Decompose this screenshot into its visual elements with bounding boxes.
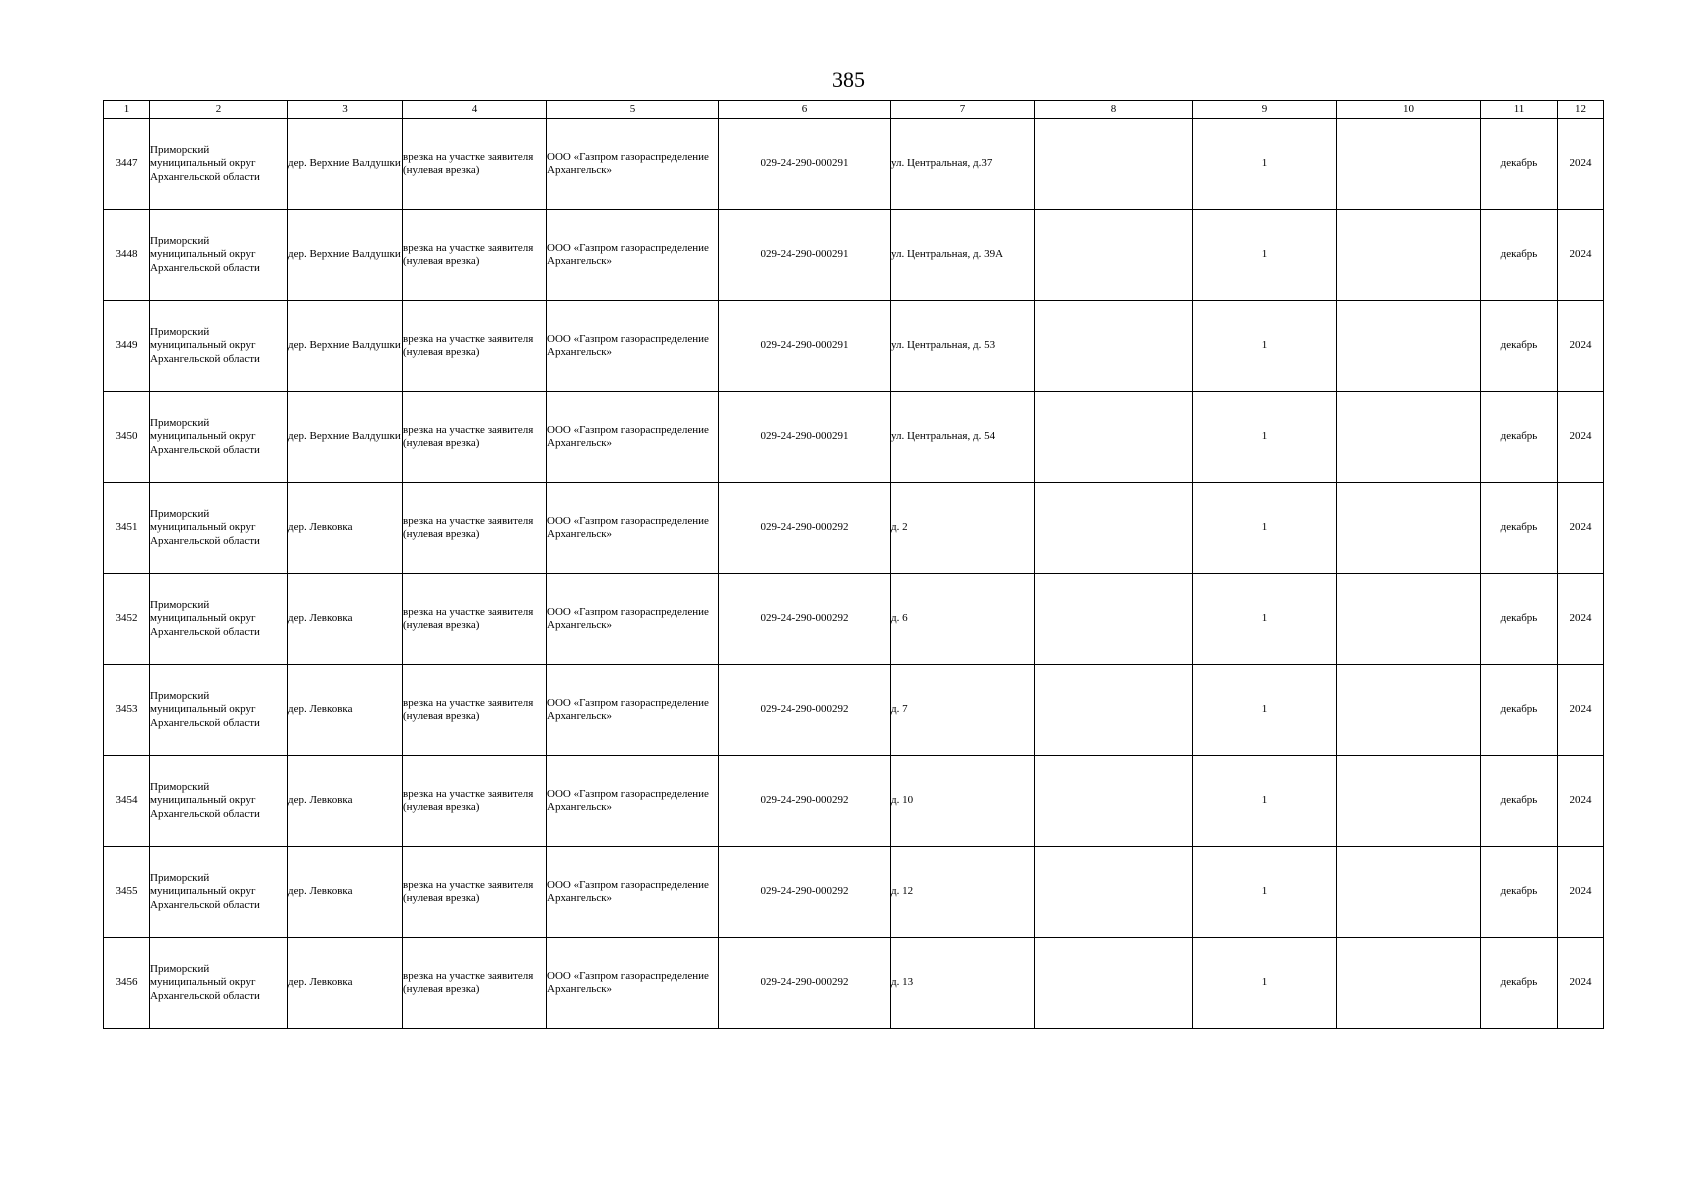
- row-number: 3456: [104, 938, 150, 1029]
- column-header: 12: [1558, 101, 1604, 119]
- address-cell: ул. Центральная, д. 39А: [891, 210, 1035, 301]
- column-header: 2: [150, 101, 288, 119]
- locality-cell: дер. Левковка: [288, 938, 403, 1029]
- year-cell: 2024: [1558, 756, 1604, 847]
- locality-cell: дер. Верхние Валдушки: [288, 392, 403, 483]
- quantity-cell: 1: [1193, 210, 1337, 301]
- object-code-cell: 029-24-290-000291: [719, 301, 891, 392]
- address-cell: д. 10: [891, 756, 1035, 847]
- table-row: [104, 665, 1604, 756]
- table-row: [104, 483, 1604, 574]
- month-cell: декабрь: [1481, 210, 1558, 301]
- object-code-cell: 029-24-290-000292: [719, 847, 891, 938]
- quantity-cell: 1: [1193, 938, 1337, 1029]
- column-10-cell: [1337, 665, 1481, 756]
- row-number: 3454: [104, 756, 150, 847]
- month-cell: декабрь: [1481, 665, 1558, 756]
- row-number: 3451: [104, 483, 150, 574]
- quantity-cell: 1: [1193, 483, 1337, 574]
- column-header: 11: [1481, 101, 1558, 119]
- column-header: 3: [288, 101, 403, 119]
- column-10-cell: [1337, 938, 1481, 1029]
- locality-cell: дер. Верхние Валдушки: [288, 119, 403, 210]
- column-header: 1: [104, 101, 150, 119]
- column-8-cell: [1035, 756, 1193, 847]
- object-code-cell: 029-24-290-000292: [719, 938, 891, 1029]
- connection-method-cell: врезка на участке заявителя (нулевая врезка): [403, 665, 547, 756]
- object-code-cell: 029-24-290-000292: [719, 574, 891, 665]
- table-row: [104, 210, 1604, 301]
- year-cell: 2024: [1558, 483, 1604, 574]
- row-number: 3455: [104, 847, 150, 938]
- object-code-cell: 029-24-290-000292: [719, 665, 891, 756]
- row-number: 3447: [104, 119, 150, 210]
- locality-cell: дер. Левковка: [288, 665, 403, 756]
- connection-method-cell: врезка на участке заявителя (нулевая врезка): [403, 301, 547, 392]
- locality-cell: дер. Левковка: [288, 847, 403, 938]
- organization-cell: ООО «Газпром газораспределение Архангельск»: [547, 756, 719, 847]
- locality-cell: дер. Верхние Валдушки: [288, 210, 403, 301]
- month-cell: декабрь: [1481, 301, 1558, 392]
- month-cell: декабрь: [1481, 756, 1558, 847]
- municipality-cell: Приморский муниципальный округ Архангельской области: [150, 210, 288, 301]
- column-header: 7: [891, 101, 1035, 119]
- row-number: 3450: [104, 392, 150, 483]
- column-10-cell: [1337, 847, 1481, 938]
- table-row: [104, 392, 1604, 483]
- municipality-cell: Приморский муниципальный округ Архангельской области: [150, 301, 288, 392]
- object-code-cell: 029-24-290-000292: [719, 483, 891, 574]
- municipality-cell: Приморский муниципальный округ Архангельской области: [150, 392, 288, 483]
- municipality-cell: Приморский муниципальный округ Архангельской области: [150, 665, 288, 756]
- organization-cell: ООО «Газпром газораспределение Архангельск»: [547, 483, 719, 574]
- column-header: 8: [1035, 101, 1193, 119]
- locality-cell: дер. Левковка: [288, 756, 403, 847]
- year-cell: 2024: [1558, 119, 1604, 210]
- address-cell: ул. Центральная, д. 54: [891, 392, 1035, 483]
- row-number: 3448: [104, 210, 150, 301]
- table-row: [104, 938, 1604, 1029]
- address-cell: д. 13: [891, 938, 1035, 1029]
- municipality-cell: Приморский муниципальный округ Архангельской области: [150, 574, 288, 665]
- row-number: 3452: [104, 574, 150, 665]
- month-cell: декабрь: [1481, 392, 1558, 483]
- column-10-cell: [1337, 119, 1481, 210]
- table-row: [104, 847, 1604, 938]
- object-code-cell: 029-24-290-000292: [719, 756, 891, 847]
- column-header: 6: [719, 101, 891, 119]
- municipality-cell: Приморский муниципальный округ Архангельской области: [150, 483, 288, 574]
- connection-method-cell: врезка на участке заявителя (нулевая врезка): [403, 392, 547, 483]
- object-code-cell: 029-24-290-000291: [719, 210, 891, 301]
- row-number: 3449: [104, 301, 150, 392]
- connection-method-cell: врезка на участке заявителя (нулевая врезка): [403, 483, 547, 574]
- connection-method-cell: врезка на участке заявителя (нулевая врезка): [403, 938, 547, 1029]
- column-10-cell: [1337, 392, 1481, 483]
- column-8-cell: [1035, 665, 1193, 756]
- column-10-cell: [1337, 301, 1481, 392]
- quantity-cell: 1: [1193, 301, 1337, 392]
- column-10-cell: [1337, 756, 1481, 847]
- row-number: 3453: [104, 665, 150, 756]
- column-8-cell: [1035, 847, 1193, 938]
- column-header: 9: [1193, 101, 1337, 119]
- table-row: [104, 756, 1604, 847]
- quantity-cell: 1: [1193, 665, 1337, 756]
- municipality-cell: Приморский муниципальный округ Архангельской области: [150, 119, 288, 210]
- year-cell: 2024: [1558, 938, 1604, 1029]
- locality-cell: дер. Верхние Валдушки: [288, 301, 403, 392]
- month-cell: декабрь: [1481, 938, 1558, 1029]
- quantity-cell: 1: [1193, 847, 1337, 938]
- municipality-cell: Приморский муниципальный округ Архангельской области: [150, 756, 288, 847]
- connection-method-cell: врезка на участке заявителя (нулевая врезка): [403, 756, 547, 847]
- address-cell: д. 12: [891, 847, 1035, 938]
- municipality-cell: Приморский муниципальный округ Архангельской области: [150, 938, 288, 1029]
- page-number: 385: [832, 67, 865, 92]
- column-header: 5: [547, 101, 719, 119]
- month-cell: декабрь: [1481, 847, 1558, 938]
- connection-method-cell: врезка на участке заявителя (нулевая врезка): [403, 574, 547, 665]
- address-cell: д. 7: [891, 665, 1035, 756]
- register-table: [103, 100, 1604, 1029]
- organization-cell: ООО «Газпром газораспределение Архангельск»: [547, 938, 719, 1029]
- month-cell: декабрь: [1481, 119, 1558, 210]
- header-row: [104, 101, 1604, 119]
- quantity-cell: 1: [1193, 392, 1337, 483]
- column-header: 4: [403, 101, 547, 119]
- column-10-cell: [1337, 483, 1481, 574]
- organization-cell: ООО «Газпром газораспределение Архангельск»: [547, 847, 719, 938]
- column-8-cell: [1035, 483, 1193, 574]
- quantity-cell: 1: [1193, 119, 1337, 210]
- object-code-cell: 029-24-290-000291: [719, 392, 891, 483]
- column-8-cell: [1035, 574, 1193, 665]
- year-cell: 2024: [1558, 574, 1604, 665]
- address-cell: ул. Центральная, д.37: [891, 119, 1035, 210]
- address-cell: д. 2: [891, 483, 1035, 574]
- year-cell: 2024: [1558, 210, 1604, 301]
- year-cell: 2024: [1558, 847, 1604, 938]
- column-8-cell: [1035, 938, 1193, 1029]
- quantity-cell: 1: [1193, 574, 1337, 665]
- column-10-cell: [1337, 574, 1481, 665]
- organization-cell: ООО «Газпром газораспределение Архангельск»: [547, 392, 719, 483]
- organization-cell: ООО «Газпром газораспределение Архангельск»: [547, 301, 719, 392]
- locality-cell: дер. Левковка: [288, 483, 403, 574]
- table-row: [104, 119, 1604, 210]
- connection-method-cell: врезка на участке заявителя (нулевая врезка): [403, 210, 547, 301]
- object-code-cell: 029-24-290-000291: [719, 119, 891, 210]
- column-10-cell: [1337, 210, 1481, 301]
- connection-method-cell: врезка на участке заявителя (нулевая врезка): [403, 847, 547, 938]
- table-row: [104, 301, 1604, 392]
- year-cell: 2024: [1558, 665, 1604, 756]
- address-cell: ул. Центральная, д. 53: [891, 301, 1035, 392]
- year-cell: 2024: [1558, 392, 1604, 483]
- organization-cell: ООО «Газпром газораспределение Архангельск»: [547, 119, 719, 210]
- column-8-cell: [1035, 119, 1193, 210]
- organization-cell: ООО «Газпром газораспределение Архангельск»: [547, 574, 719, 665]
- column-8-cell: [1035, 392, 1193, 483]
- table-row: [104, 574, 1604, 665]
- municipality-cell: Приморский муниципальный округ Архангельской области: [150, 847, 288, 938]
- organization-cell: ООО «Газпром газораспределение Архангельск»: [547, 665, 719, 756]
- column-8-cell: [1035, 301, 1193, 392]
- column-header: 10: [1337, 101, 1481, 119]
- connection-method-cell: врезка на участке заявителя (нулевая врезка): [403, 119, 547, 210]
- column-8-cell: [1035, 210, 1193, 301]
- quantity-cell: 1: [1193, 756, 1337, 847]
- year-cell: 2024: [1558, 301, 1604, 392]
- locality-cell: дер. Левковка: [288, 574, 403, 665]
- month-cell: декабрь: [1481, 574, 1558, 665]
- month-cell: декабрь: [1481, 483, 1558, 574]
- organization-cell: ООО «Газпром газораспределение Архангельск»: [547, 210, 719, 301]
- address-cell: д. 6: [891, 574, 1035, 665]
